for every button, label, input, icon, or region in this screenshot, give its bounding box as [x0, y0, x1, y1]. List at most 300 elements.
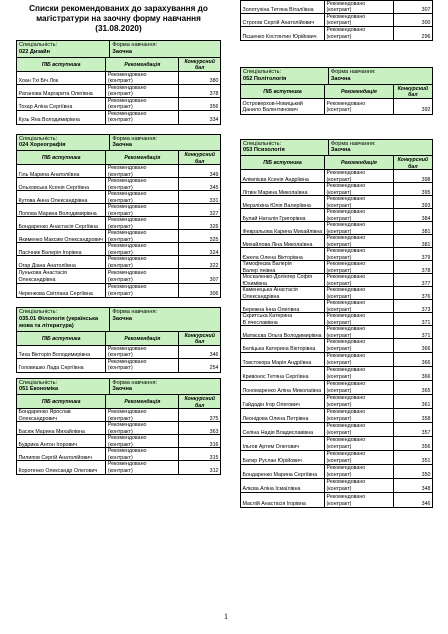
recommendation-status: Рекомендовано [326, 423, 366, 430]
applicant-name: Хоан Тхі Біч Лок [17, 72, 106, 85]
competitive-score: 351 [421, 457, 431, 464]
recommendation-type: (контракт) [326, 500, 352, 507]
recommendation-cell [325, 451, 394, 464]
competitive-score: 376 [421, 293, 431, 300]
column-header-score: Конкурсний бал [184, 332, 215, 345]
recommendation-status: Рекомендовано [326, 196, 366, 203]
specialty-table [16, 134, 221, 299]
table-row [241, 261, 432, 274]
column-header-name: ПІБ вступника [17, 332, 106, 347]
recommendation-type: (контракт) [326, 319, 352, 326]
specialty-header [17, 379, 220, 396]
competitive-score: 381 [421, 241, 431, 248]
competitive-score: 361 [421, 401, 431, 408]
table-row [17, 72, 220, 85]
column-header-recommendation: Рекомендація [106, 151, 179, 166]
recommendation-type: (контракт) [326, 20, 352, 27]
left-blocks [16, 40, 221, 475]
recommendation-type: (контракт) [107, 428, 133, 435]
recommendation-cell [325, 183, 394, 196]
competitive-score: 363 [209, 428, 219, 435]
recommendation-status: Рекомендовано [326, 395, 366, 402]
table-row [17, 230, 220, 243]
recommendation-cell [325, 235, 394, 248]
applicant-name: Ратанова Маргарита Олегівна [17, 85, 106, 98]
recommendation-type: (контракт) [326, 241, 352, 248]
applicant-name: Матвєєва Ольга Володимирівна [241, 326, 325, 339]
competitive-score: 296 [421, 33, 431, 40]
recommendation-type: (контракт) [326, 443, 352, 450]
column-header-score: Конкурсний бал [184, 58, 215, 71]
recommendation-cell [106, 243, 179, 256]
recommendation-cell [325, 465, 394, 478]
competitive-score: 300 [421, 20, 431, 27]
applicant-name: Коротенко Олександр Олегович [17, 461, 106, 474]
competitive-score: 398 [421, 176, 431, 183]
applicant-name: Беліцька Катерина Вікторівна [241, 339, 325, 352]
applicant-name: Бондаренко Ярослав Олександрович [17, 409, 106, 422]
recommendation-type: (контракт) [326, 332, 352, 339]
recommendation-status: Рекомендовано [107, 448, 147, 455]
competitive-score: 307 [209, 276, 219, 283]
applicant-name: Мерзлікіна Юлія Валеріївна [241, 196, 325, 209]
recommendation-type: (контракт) [326, 176, 352, 183]
table-row [241, 451, 432, 465]
recommendation-status: Рекомендовано [326, 300, 366, 307]
recommendation-status: Рекомендовано [107, 191, 147, 198]
column-header-row [17, 395, 220, 409]
recommendation-type: (контракт) [326, 202, 352, 209]
competitive-score: 373 [421, 306, 431, 313]
recommendation-cell [106, 204, 179, 217]
recommendation-status: Рекомендовано [107, 435, 147, 442]
table-row [241, 27, 432, 40]
recommendation-type: (контракт) [326, 254, 352, 261]
column-header-name: ПІБ вступника [17, 58, 106, 73]
recommendation-cell [106, 461, 179, 474]
recommendation-type: (контракт) [107, 415, 133, 422]
recommendation-cell [106, 98, 179, 111]
recommendation-cell [106, 191, 179, 204]
applicant-name: Ольховська Ксенія Сергіївна [17, 178, 106, 191]
title-line-3: (31.08.2020) [95, 24, 142, 33]
table-row [17, 359, 220, 372]
applicant-name: Гіль Марина Анатоліївна [17, 165, 106, 178]
competitive-score: 379 [421, 254, 431, 261]
competitive-score: 356 [421, 443, 431, 450]
recommendation-cell [106, 284, 179, 297]
column-header-recommendation: Рекомендація [106, 58, 179, 73]
competitive-score: 378 [209, 91, 219, 97]
applicant-name: Пасічник Валерія Ігорівна [17, 243, 106, 256]
competitive-score: 326 [209, 223, 219, 230]
form-label: Форма навчання: [330, 140, 376, 147]
recommendation-status: Рекомендовано [326, 313, 366, 320]
table-row [241, 326, 432, 339]
recommendation-status: Рекомендовано [326, 437, 366, 444]
recommendation-status: Рекомендовано [107, 71, 147, 78]
recommendation-type: (контракт) [107, 441, 133, 448]
recommendation-type: (контракт) [326, 485, 352, 492]
recommendation-type: (контракт) [326, 471, 352, 478]
form-value: Заочна [330, 75, 351, 82]
applicant-name: Головешко Лада Сергіївна [17, 359, 106, 372]
table-row [17, 409, 220, 422]
applicant-name: Попова Марина Володимирівна [17, 204, 106, 217]
recommendation-cell [325, 287, 394, 300]
recommendation-status: Рекомендовано [107, 110, 147, 117]
left-column [16, 0, 221, 475]
table-row [241, 183, 432, 196]
form-value: Заочна [112, 48, 133, 55]
specialty-cell [17, 379, 110, 395]
competitive-score: 393 [421, 202, 431, 209]
table-row [241, 465, 432, 479]
competitive-score: 349 [209, 171, 219, 178]
column-header-score: Конкурсний бал [397, 157, 429, 170]
table-row [17, 422, 220, 435]
recommendation-status: Рекомендовано [326, 409, 366, 416]
recommendation-type: (контракт) [326, 415, 352, 422]
specialty-value: 052 Політологія [243, 75, 287, 82]
recommendation-status: Рекомендовано [107, 284, 147, 291]
recommendation-cell [106, 217, 179, 230]
recommendation-type: (контракт) [107, 184, 133, 191]
column-header-recommendation: Рекомендація [325, 85, 394, 100]
competitive-score: 366 [421, 359, 431, 366]
column-header-row [241, 85, 432, 99]
form-cell [110, 379, 220, 395]
recommendation-type: (контракт) [326, 33, 352, 40]
recommendation-cell [325, 326, 394, 339]
competitive-score: 380 [209, 78, 219, 84]
table-row [241, 381, 432, 395]
recommendation-status: Рекомендовано [107, 409, 147, 416]
recommendation-status: Рекомендовано [326, 326, 366, 333]
recommendation-cell [106, 269, 179, 283]
right-column [240, 0, 433, 508]
recommendation-type: (контракт) [326, 293, 352, 300]
competitive-score: 375 [209, 415, 219, 422]
form-cell [329, 68, 432, 84]
applicant-name: Якименко Максим Олександрович [17, 230, 106, 243]
recommendation-status: Рекомендовано [326, 353, 366, 360]
recommendation-cell [106, 85, 179, 98]
table-row [17, 256, 220, 269]
recommendation-type: (контракт) [107, 467, 133, 474]
table-row [241, 222, 432, 235]
recommendation-type: (контракт) [107, 276, 133, 283]
specialty-table [16, 307, 221, 372]
table-row [241, 274, 432, 287]
column-header-score: Конкурсний бал [184, 396, 215, 409]
recommendation-type: (контракт) [107, 365, 133, 372]
table-row [241, 248, 432, 261]
recommendation-cell [106, 165, 179, 178]
recommendation-cell [325, 222, 394, 235]
competitive-score: 366 [421, 373, 431, 380]
competitive-score: 307 [421, 7, 431, 14]
applicant-name: Лунькова Анастасія Олександрівна [17, 269, 106, 283]
column-header-row [17, 332, 220, 346]
recommendation-cell [106, 230, 179, 243]
recommendation-cell [325, 313, 394, 326]
competitive-score: 392 [421, 107, 431, 114]
recommendation-cell [325, 409, 394, 422]
recommendation-cell [106, 111, 179, 124]
recommendation-cell [325, 248, 394, 261]
competitive-score: 315 [209, 454, 219, 461]
table-row [241, 353, 432, 367]
table-row [241, 479, 432, 493]
specialty-header [17, 308, 220, 331]
table-row [241, 313, 432, 326]
column-header-recommendation: Рекомендація [106, 332, 179, 347]
column-header-recommendation: Рекомендація [106, 395, 179, 410]
form-label: Форма навчання: [112, 309, 158, 316]
table-row [17, 448, 220, 461]
competitive-score: 365 [421, 387, 431, 394]
recommendation-cell [325, 479, 394, 492]
recommendation-type: (контракт) [326, 228, 352, 235]
form-cell [110, 135, 220, 151]
recommendation-cell [325, 300, 394, 313]
recommendation-status: Рекомендовано [107, 345, 147, 352]
recommendation-status: Рекомендовано [326, 183, 366, 190]
applicant-name: Огар Діана Анатоліївна [17, 256, 106, 269]
recommendation-type: (контракт) [107, 78, 133, 84]
form-label: Форма навчання: [112, 379, 158, 386]
table-row [17, 204, 220, 217]
competitive-score: 324 [209, 249, 219, 256]
recommendation-status: Рекомендовано [326, 287, 366, 294]
recommendation-status: Рекомендовано [326, 209, 366, 216]
specialty-table [16, 378, 221, 476]
recommendation-status: Рекомендовано [107, 97, 147, 104]
recommendation-cell [106, 359, 179, 372]
recommendation-cell [325, 261, 394, 274]
recommendation-type: (контракт) [107, 351, 133, 358]
table-row [17, 461, 220, 474]
recommendation-cell [106, 256, 179, 269]
recommendation-cell [325, 367, 394, 380]
competitive-score: 350 [421, 471, 431, 478]
recommendation-type: (контракт) [326, 189, 352, 196]
recommendation-cell [325, 196, 394, 209]
form-cell [329, 140, 432, 156]
table-row [241, 437, 432, 451]
applicant-name: Бережна Інна Олегівна [241, 300, 325, 313]
recommendation-type: (контракт) [326, 457, 352, 464]
applicant-name: Літвін Марина Миколаївна [241, 183, 325, 196]
recommendation-status: Рекомендовано [326, 367, 366, 374]
form-value: Заочна [112, 386, 133, 393]
applicant-name: Москаленко-Долінгер Софія Юхимівна [241, 274, 325, 287]
table-row [17, 435, 220, 448]
competitive-score: 371 [421, 319, 431, 326]
column-header-name: ПІБ вступника [17, 395, 106, 410]
recommendation-type: (контракт) [326, 215, 352, 222]
table-row [17, 191, 220, 204]
form-label: Форма навчання: [330, 69, 376, 75]
applicant-name: Тимофеєва Валерія Валер`янівна [241, 261, 325, 274]
recommendation-type: (контракт) [107, 210, 133, 217]
specialty-label: Спеціальність: [19, 379, 58, 386]
recommendation-cell [325, 493, 394, 507]
competitive-score: 377 [421, 280, 431, 287]
column-header-name: ПІБ вступника [241, 85, 325, 100]
specialty-label: Спеціальність: [19, 42, 58, 48]
applicant-name: Пєшенко Костянтин Юрійович [241, 27, 325, 40]
recommendation-cell [325, 27, 394, 40]
recommendation-type: (контракт) [107, 290, 133, 297]
specialty-cell [17, 135, 110, 151]
form-cell [110, 41, 220, 57]
table-row [241, 14, 432, 27]
specialty-label: Спеціальність: [19, 309, 58, 316]
specialty-cell [241, 68, 329, 84]
applicant-name: Ільгов Артем Олегович [241, 437, 325, 450]
competitive-score: 306 [209, 290, 219, 297]
recommendation-cell [325, 395, 394, 408]
recommendation-cell [325, 381, 394, 394]
recommendation-type: (контракт) [326, 345, 352, 352]
form-label: Форма навчання: [112, 135, 158, 142]
applicant-name: Селіна Надія Владиславівна [241, 423, 325, 436]
recommendation-type: (контракт) [326, 107, 352, 114]
applicant-name: Пилипов Сергій Анатолійович [17, 448, 106, 461]
recommendation-status: Рекомендовано [326, 274, 366, 281]
applicant-name: Строгов Сергій Анатолійович [241, 14, 325, 27]
competitive-score: 346 [209, 351, 219, 358]
competitive-score: 346 [421, 500, 431, 507]
competitive-score: 366 [421, 345, 431, 352]
table-row [241, 196, 432, 209]
competitive-score: 254 [209, 365, 219, 372]
applicant-name: Маслій Анастасія Ігорівна [241, 493, 325, 507]
table-row [241, 170, 432, 183]
recommendation-cell [106, 409, 179, 422]
recommendation-cell [106, 178, 179, 191]
applicant-name: Бондаренко Анастасія Сергіївна [17, 217, 106, 230]
recommendation-type: (контракт) [326, 373, 352, 380]
recommendation-cell [106, 448, 179, 461]
recommendation-cell [325, 339, 394, 352]
column-header-row [17, 58, 220, 72]
competitive-score: 322 [209, 262, 219, 269]
table-row [17, 243, 220, 256]
table-row [241, 493, 432, 507]
applicant-name: Михайлова Ліна Миколаївна [241, 235, 325, 248]
applicant-name: Кривонос Тетяна Сергіївна [241, 367, 325, 380]
competitive-score: 348 [421, 485, 431, 492]
page-number: 1 [224, 612, 228, 621]
table-row [17, 178, 220, 191]
table-row [241, 409, 432, 423]
recommendation-status: Рекомендовано [326, 381, 366, 388]
recommendation-status: Рекомендовано [326, 494, 366, 501]
applicant-name: Єжела Олена Вікторівна [241, 248, 325, 261]
recommendation-cell [325, 353, 394, 366]
form-value: Заочна [330, 147, 351, 154]
column-header-score: Конкурсний бал [397, 85, 429, 98]
applicant-name: Тохар Аліна Сергіївна [17, 98, 106, 111]
recommendation-type: (контракт) [107, 171, 133, 178]
table-row [17, 98, 220, 111]
recommendation-status: Рекомендовано [326, 451, 366, 458]
table-row [241, 339, 432, 353]
applicant-name: Будрика Антон Ігорович [17, 435, 106, 448]
specialty-label: Спеціальність: [243, 69, 282, 75]
competitive-score: 327 [209, 210, 219, 217]
table-row [17, 217, 220, 230]
specialty-table [240, 0, 433, 41]
competitive-score: 357 [421, 429, 431, 436]
recommendation-status: Рекомендовано [326, 248, 366, 255]
competitive-score: 384 [421, 215, 431, 222]
table-row [17, 111, 220, 124]
recommendation-cell [106, 435, 179, 448]
recommendation-status: Рекомендовано [107, 461, 147, 468]
column-header-name: ПІБ вступника [241, 156, 325, 171]
applicant-name: Золотухіна Тетяна Віталіївна [241, 1, 325, 14]
table-row [241, 209, 432, 222]
recommendation-status: Рекомендовано [107, 270, 147, 277]
specialty-cell [17, 41, 110, 57]
column-header-recommendation: Рекомендація [325, 156, 394, 171]
competitive-score: 334 [209, 117, 219, 124]
recommendation-cell [106, 422, 179, 435]
competitive-score: 331 [209, 197, 219, 204]
competitive-score: 356 [209, 104, 219, 110]
specialty-header [17, 135, 220, 152]
applicant-name: Бондаренко Марина Сергіївна [241, 465, 325, 478]
recommendation-cell [106, 346, 179, 359]
specialty-value: 035.01 Філологія (українська мова та література) [19, 315, 99, 329]
competitive-score: 312 [209, 467, 219, 474]
title-line-2: магістратури на заочну форму навчання [36, 14, 201, 23]
applicant-name: Тиха Вікторія Володимирівна [17, 346, 106, 359]
recommendation-type: (контракт) [107, 117, 133, 124]
recommendation-status: Рекомендовано [107, 204, 147, 211]
column-header-row [17, 151, 220, 165]
recommendation-status: Рекомендовано [107, 243, 147, 250]
specialty-table [16, 40, 221, 125]
applicant-name: Булай Наталія Григорівна [241, 209, 325, 222]
table-row [241, 300, 432, 313]
recommendation-status: Рекомендовано [326, 100, 366, 107]
applicant-name: Февральова Карина Михайлівна [241, 222, 325, 235]
recommendation-status: Рекомендовано [107, 217, 147, 224]
recommendation-type: (контракт) [326, 306, 352, 313]
column-header-name: ПІБ вступника [17, 151, 106, 166]
recommendation-cell [325, 14, 394, 27]
specialty-header [17, 41, 220, 58]
table-row [241, 367, 432, 381]
recommendation-status: Рекомендовано [107, 178, 147, 185]
specialty-label: Спеціальність: [243, 140, 282, 147]
recommendation-status: Рекомендовано [326, 479, 366, 486]
column-header-row [241, 156, 432, 170]
competitive-score: 371 [421, 332, 431, 339]
form-value: Заочна [112, 142, 133, 149]
recommendation-status: Рекомендовано [326, 222, 366, 229]
table-row [241, 423, 432, 437]
applicant-name: Батир Руслан Юрійович [241, 451, 325, 464]
specialty-label: Спеціальність: [19, 135, 58, 142]
recommendation-cell [325, 209, 394, 222]
form-value: Заочна [112, 315, 133, 322]
